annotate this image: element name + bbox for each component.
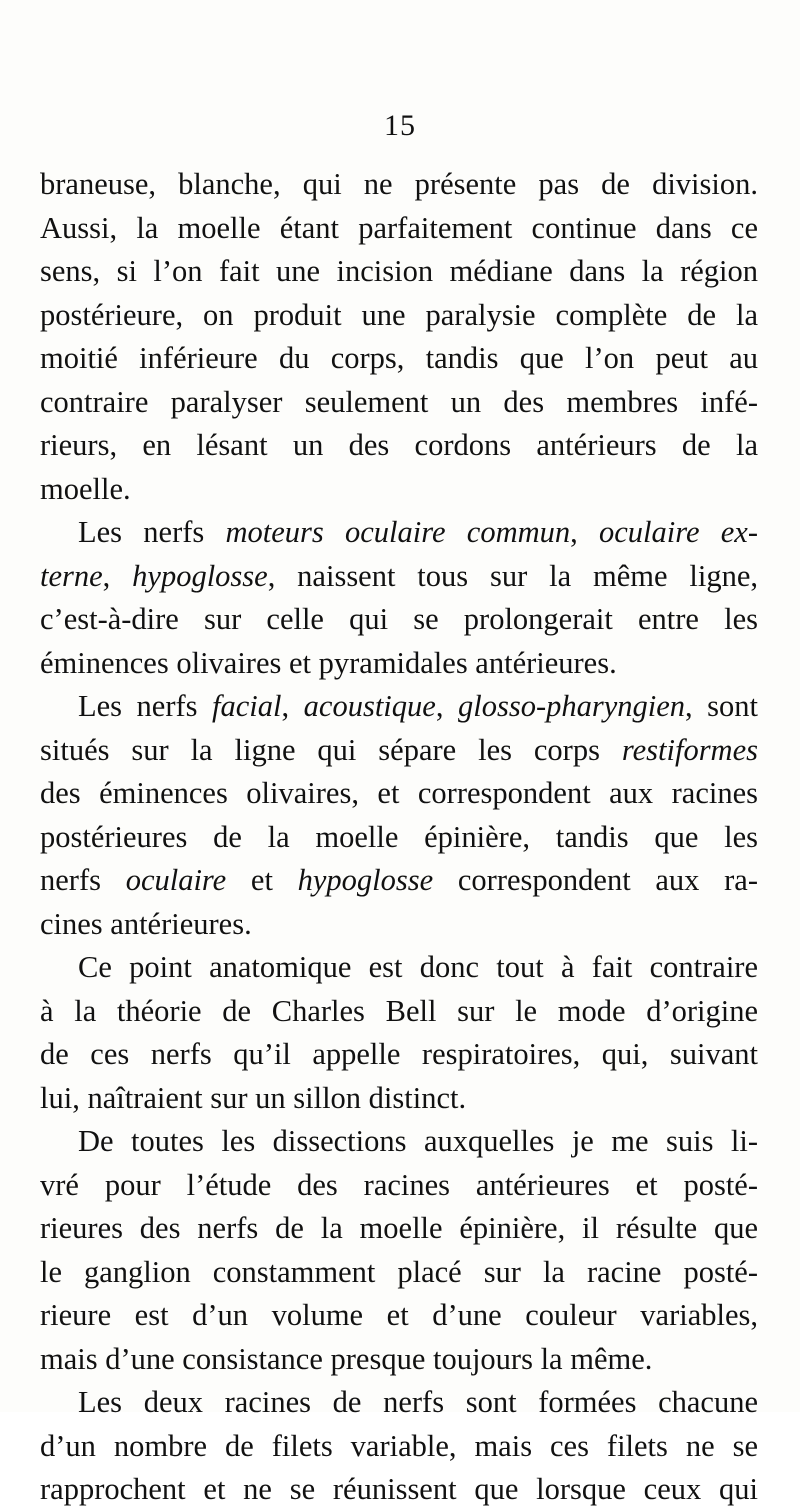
italic-term: oculaire ex-: [599, 515, 758, 549]
text-line: [40, 1120, 758, 1164]
italic-term: hypoglosse: [132, 558, 268, 593]
text-line: [40, 729, 758, 773]
text-run: c’est-à-dire sur celle qui se prolongerait entre les: [40, 602, 758, 636]
text-run: ,: [570, 515, 599, 549]
text-line: [40, 685, 758, 729]
text-run: vré pour l’étude des racines antérieures et posté-: [40, 1167, 758, 1202]
text-run: postérieure, on produit une paralysie complète de la: [40, 297, 758, 332]
text-line: [40, 250, 758, 294]
text-run: moelle.: [40, 471, 131, 506]
text-run: éminences olivaires et pyramidales antérieures.: [40, 645, 617, 680]
text-run: , sont: [685, 689, 758, 723]
text-run: d’un nombre de filets variable, mais ces filets ne se: [40, 1428, 758, 1463]
text-run: le ganglion constamment placé sur la racine posté-: [40, 1254, 758, 1289]
text-run: rieurs, en lésant un des cordons antérieurs de la: [40, 428, 758, 462]
text-line: [40, 990, 758, 1034]
italic-term: terne: [40, 558, 103, 593]
text-run: ,: [281, 689, 304, 723]
text-line: [40, 511, 758, 555]
text-line: [40, 1338, 758, 1382]
text-run: Ce point anatomique est donc tout à fait contraire: [78, 950, 758, 984]
text-run: cines antérieures.: [40, 906, 252, 941]
text-run: ,: [435, 689, 458, 723]
text-run: ,: [102, 558, 133, 593]
text-run: correspondent aux ra-: [433, 863, 758, 897]
text-line: [40, 1164, 758, 1208]
text-line: [40, 1381, 758, 1425]
text-line: [40, 946, 758, 990]
text-run: rieures des nerfs de la moelle épinière, il résulte que: [40, 1211, 758, 1245]
italic-term: restiformes: [621, 732, 758, 767]
italic-term: glosso-pharyngien: [457, 689, 686, 723]
text-line: [40, 903, 758, 947]
text-run: moitié inférieure du corps, tandis que l’on peut au: [40, 341, 758, 375]
text-run: sens, si l’on fait une incision médiane dans la région: [40, 254, 758, 288]
italic-term: acoustique: [303, 689, 436, 723]
body-text: [40, 163, 758, 1512]
text-run: Les nerfs: [78, 689, 213, 723]
text-line: [40, 1425, 758, 1469]
text-line: [40, 555, 758, 599]
text-line: [40, 816, 758, 860]
text-line: [40, 294, 758, 338]
text-line: [40, 642, 758, 686]
italic-term: oculaire: [125, 863, 227, 897]
text-run: des éminences olivaires, et correspondent aux racines: [40, 776, 758, 810]
italic-term: facial: [212, 689, 282, 723]
italic-term: hypoglosse: [297, 863, 434, 897]
text-run: mais d’une consistance presque toujours la même.: [40, 1341, 653, 1376]
text-run: et: [226, 863, 298, 897]
text-line: [40, 1468, 758, 1512]
text-run: lui, naîtraient sur un sillon distinct.: [40, 1080, 467, 1115]
text-line: [40, 337, 758, 381]
text-line: [40, 163, 758, 207]
text-line: [40, 1294, 758, 1338]
text-run: rieure est d’un volume et d’une couleur variables,: [40, 1298, 758, 1332]
text-run: à la théorie de Charles Bell sur le mode d’origine: [40, 993, 758, 1028]
text-line: [40, 381, 758, 425]
italic-term: moteurs oculaire commun: [225, 515, 571, 549]
text-run: rapprochent et ne se réunissent que lorsque ceux qui: [40, 1472, 758, 1506]
text-line: [40, 772, 758, 816]
text-run: , naissent tous sur la même ligne,: [267, 558, 758, 593]
text-line: [40, 1207, 758, 1251]
text-run: nerfs: [40, 863, 126, 897]
text-run: Les nerfs: [78, 515, 226, 549]
text-line: [40, 424, 758, 468]
page-number: 15: [384, 109, 416, 142]
text-run: situés sur la ligne qui sépare les corps: [40, 732, 622, 767]
text-run: contraire paralyser seulement un des membres infé-: [40, 384, 758, 419]
text-line: [40, 207, 758, 251]
text-run: braneuse, blanche, qui ne présente pas de division.: [40, 167, 758, 201]
text-line: [40, 598, 758, 642]
text-line: [40, 1033, 758, 1077]
text-run: postérieures de la moelle épinière, tandis que les: [40, 819, 758, 854]
text-run: de ces nerfs qu’il appelle respiratoires, qui, suivant: [40, 1037, 758, 1071]
text-line: [40, 468, 758, 512]
text-run: Les deux racines de nerfs sont formées chacune: [78, 1385, 758, 1419]
text-line: [40, 859, 758, 903]
text-run: Aussi, la moelle étant parfaitement continue dans ce: [40, 210, 758, 245]
text-line: [40, 1251, 758, 1295]
text-run: De toutes les dissections auxquelles je me suis li-: [78, 1124, 758, 1158]
text-line: [40, 1077, 758, 1121]
